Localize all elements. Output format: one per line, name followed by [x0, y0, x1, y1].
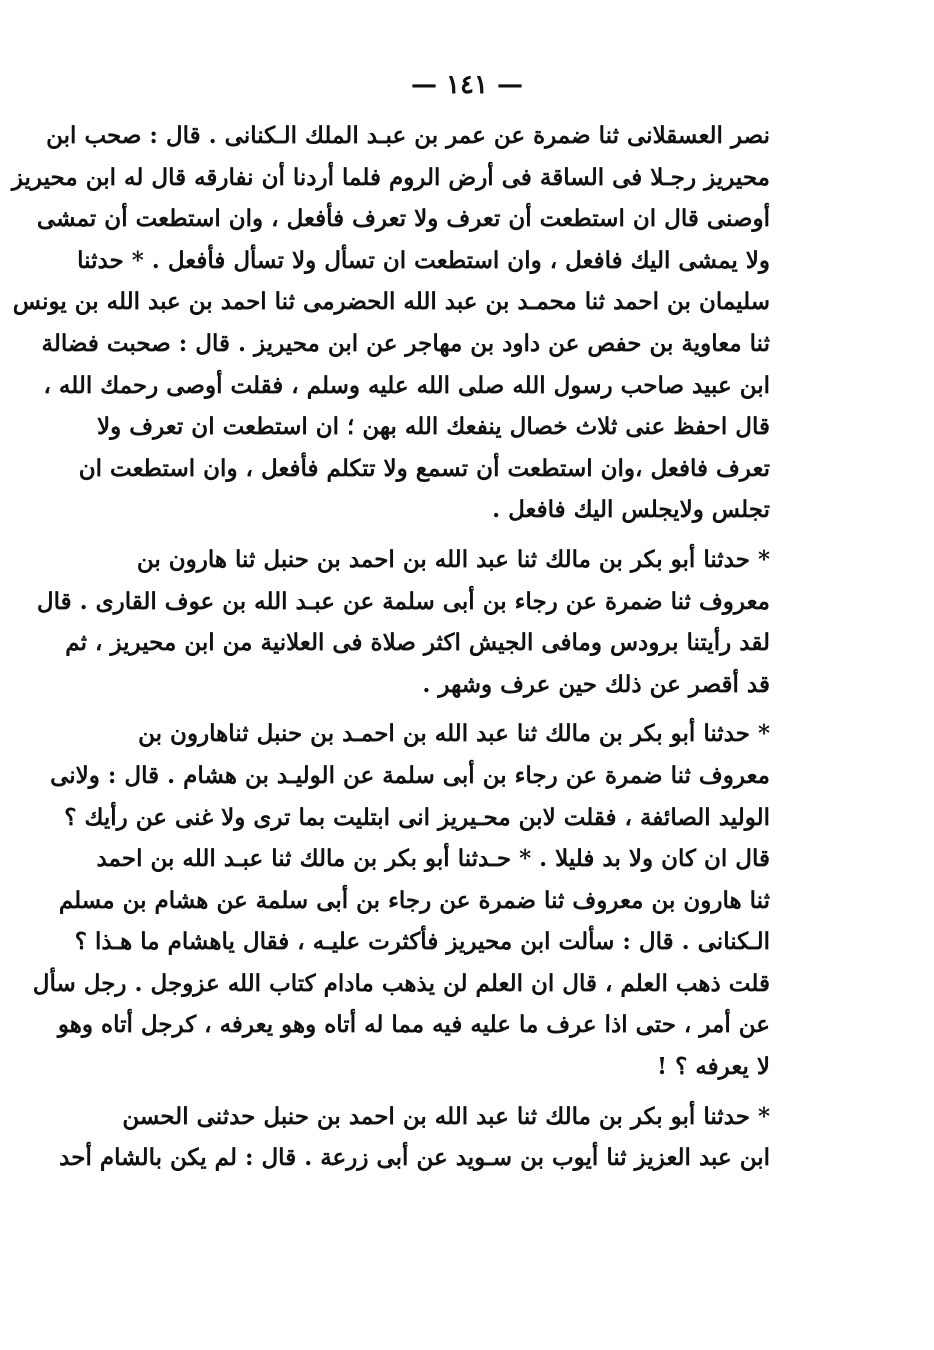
text-line: قال احفظ عنى ثلاث خصال ينفعك الله بهن ؛ ان استطعت ان تعرف ولا — [97, 413, 770, 441]
text-line: معروف ثنا ضمرة عن رجاء بن أبى سلمة عن الوليـد بن هشام . قال : ولانى — [50, 761, 770, 789]
paragraph-gap — [170, 531, 770, 539]
body-text — [11, 115, 770, 1179]
text-line: نصر العسقلانى ثنا ضمرة عن عمر بن عبـد الملك الـكنانى . قال : صحب ابن — [46, 122, 770, 149]
text-line: ولا يمشى اليك فافعل ، وان استطعت ان تسأل ولا تسأل فأفعل . * حدثنا — [77, 246, 770, 274]
text-line: ثنا هارون بن معروف ثنا ضمرة عن رجاء بن أبى سلمة عن هشام بن مسلم — [58, 886, 770, 914]
text-line: أوصنى قال ان استطعت أن تعرف ولا تعرف فأفعل ، وان استطعت أن تمشى — [36, 205, 770, 233]
text-line: ابن عبد العزيز ثنا أيوب بن سـويد عن أبى زرعة . قال : لم يكن بالشام أحد — [59, 1144, 770, 1172]
text-line: ابن عبيد صاحب رسول الله صلى الله عليه وسلم ، فقلت أوصى رحمك الله ، — [43, 371, 770, 399]
paragraph-3 — [32, 713, 770, 1087]
text-line: الوليد الصائفة ، فقلت لابن محـيريز انى ابتليت بما ترى ولا غنى عن رأيك ؟ — [64, 803, 770, 831]
text-line: * حدثنا أبو بكر بن مالك ثنا عبد الله بن احمـد بن حنبل ثناهارون بن — [138, 720, 770, 748]
text-line: تعرف فافعل ،وان استطعت أن تسمع ولا تتكلم فأفعل ، وان استطعت ان — [78, 454, 770, 482]
text-line: عن أمر ، حتى اذا عرف ما عليه فيه مما له أتاه وهو يعرفه ، كرجل أتاه وهو — [57, 1011, 770, 1039]
paragraph-gap — [170, 705, 770, 713]
text-line: لقد رأيتنا برودس ومافى الجيش اكثر صلاة فى العلانية من ابن محيريز ، ثم — [65, 629, 770, 657]
text-line: * حدثنا أبو بكر بن مالك ثنا عبد الله بن احمد بن حنبل ثنا هارون بن — [136, 545, 770, 573]
text-line: قال ان كان ولا بد فليلا . * حـدثنا أبو بكر بن مالك ثنا عبـد الله بن احمد — [96, 845, 770, 873]
text-line: الـكنانى . قال : سألت ابن محيريز فأكثرت عليـه ، فقال ياهشام ما هـذا ؟ — [74, 928, 770, 956]
text-line: معروف ثنا ضمرة عن رجاء بن أبى سلمة عن عبـد الله بن عوف القارى . قال — [36, 587, 770, 615]
page-number: — ١٤١ — — [410, 70, 524, 100]
text-line: ثنا معاوية بن حفص عن داود بن مهاجر عن ابن محيريز . قال : صحبت فضالة — [41, 329, 770, 357]
paragraph-gap — [170, 1088, 770, 1096]
text-line: * حدثنا أبو بكر بن مالك ثنا عبد الله بن احمد بن حنبل حدثنى الحسن — [122, 1102, 770, 1130]
text-line: قد أقصر عن ذلك حين عرف وشهر . — [422, 670, 770, 698]
text-line: محيريز رجـلا فى الساقة فى أرض الروم فلما أردنا أن نفارقه قال له ابن محيريز — [11, 163, 770, 191]
paragraph-2 — [36, 539, 770, 705]
paragraph-4 — [59, 1096, 770, 1179]
paragraph-1 — [11, 115, 770, 531]
text-line: قلت ذهب العلم ، قال ان العلم لن يذهب مادام كتاب الله عزوجل . رجل سأل — [32, 969, 770, 997]
text-line: سليمان بن احمد ثنا محمـد بن عبد الله الحضرمى ثنا احمد بن عبد الله بن يونس — [12, 288, 770, 316]
text-line: لا يعرفه ؟ ! — [657, 1053, 770, 1081]
text-line: تجلس ولايجلس اليك فافعل . — [492, 496, 770, 524]
